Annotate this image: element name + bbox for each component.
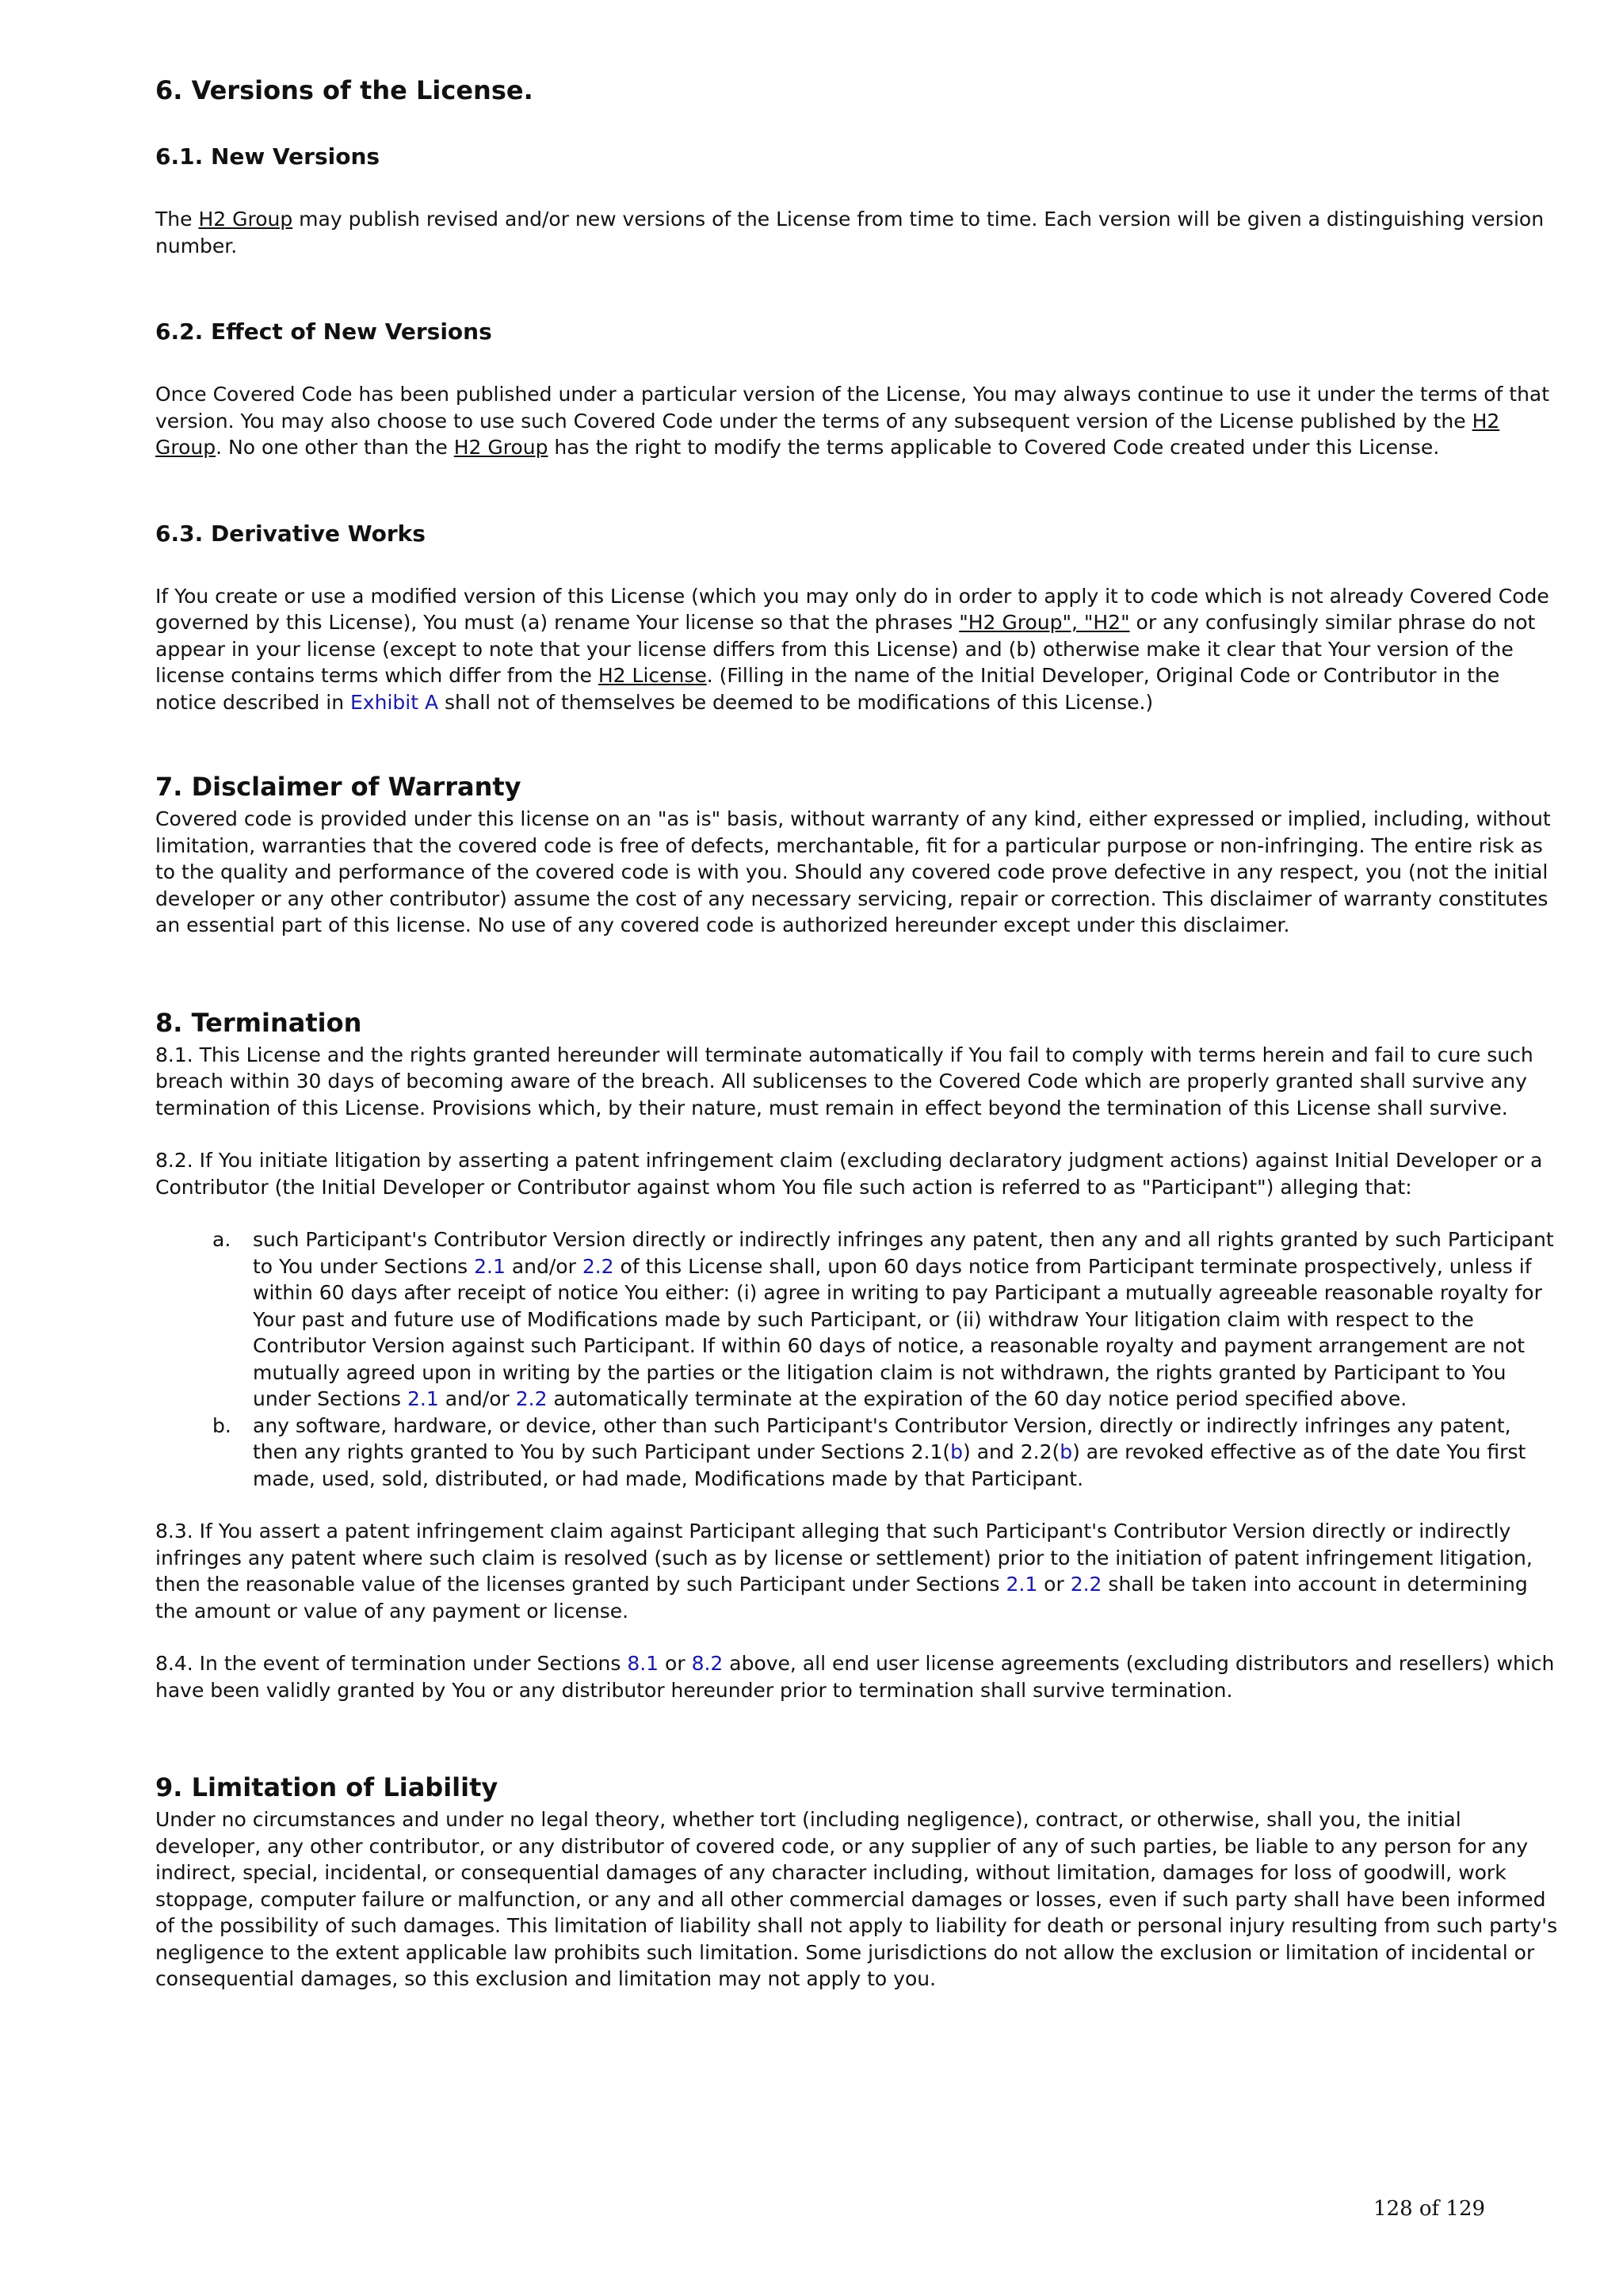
section-2-1-b-link[interactable]: b — [950, 1440, 964, 1463]
h2-license-link[interactable]: H2 License — [598, 664, 707, 687]
section-2-2-link[interactable]: 2.2 — [515, 1387, 548, 1410]
section-9-text: Under no circumstances and under no legal theory, whether tort (including negligence), contract, or otherwise, shall you, the initial developer, any other contributor, or any distributor of covered code, or any supplier of any of such parties, be liable to any person for any indirect, special, incidental, or consequential damages of any character including, without limitation, damages for loss of goodwill, work stoppage, computer failure or malfunction, or any and all other commercial damages or losses, even if such party shall have been informed of the possibility of such damages. This limitation of liability shall not apply to liability for death or personal injury resulting from such party's negligence to the extent applicable law prohibits such limitation. Some jurisdictions do not allow the exclusion or limitation of incidental or consequential damages, so this exclusion and limitation may not apply to you. — [155, 1808, 1558, 1990]
section-2-1-link[interactable]: 2.1 — [474, 1254, 506, 1278]
section-6-1-text: The H2 Group may publish revised and/or new versions of the License from time to time. Each version will be given a distinguishing version number. — [155, 208, 1545, 257]
section-7-text: Covered code is provided under this license on an "as is" basis, without warranty of any kind, either expressed or implied, including, without limitation, warranties that the covered code is free of defects, merchantable, fit for a particular purpose or non-infringing. The entire risk as to the quality and performance of the covered code is with you. Should any covered code prove defective in any respect, you (not the initial developer or any other contributor) assume the cost of any necessary servicing, repair or correction. This disclaimer of warranty constitutes an essential part of this license. No use of any covered code is authorized hereunder except under this disclaimer. — [155, 807, 1551, 936]
list-marker: a. — [212, 1228, 231, 1251]
section-9-heading: 9. Limitation of Liability — [155, 1772, 498, 1802]
section-6-2-text: Once Covered Code has been published under a particular version of the License, You may always continue to use it under the terms of that version. You may also choose to use such Covered Code under the terms of any subsequent version of the License published by the H2 Group. No one other than the H2 Group has the right to modify the terms applicable to Covered Code created under this License. — [155, 383, 1550, 459]
section-8-4-text: 8.4. In the event of termination under Sections 8.1 or 8.2 above, all end user license agreements (excluding distributors and resellers) which have been validly granted by You or any distributor hereunder prior to termination shall survive termination. — [155, 1652, 1555, 1702]
h2-group-link[interactable]: H2 Group — [453, 436, 548, 459]
section-2-2-b-link[interactable]: b — [1060, 1440, 1073, 1463]
h2-group-link[interactable]: H2 Group — [198, 208, 293, 231]
section-8-2-link[interactable]: 8.2 — [691, 1652, 724, 1675]
section-6-heading: 6. Versions of the License. — [155, 75, 533, 105]
h2-group-link[interactable]: H2 Group — [155, 409, 1500, 459]
section-8-1-text: 8.1. This License and the rights granted hereunder will terminate automatically if You fail to comply with terms herein and fail to cure such breach within 30 days of becoming aware of the breach. All sublicenses to the Covered Code which are properly granted shall survive any termination of this License. Provisions which, by their nature, must remain in effect beyond the termination of this License shall survive. — [155, 1043, 1533, 1119]
page-number: 128 of 129 — [1373, 2197, 1486, 2221]
section-8-3-text: 8.3. If You assert a patent infringement claim against Participant alleging that such Participant's Contributor Version directly or indirectly infringes any patent where such claim is resolved (such as by license or settlement) prior to the initiation of patent infringement litigation, then the reasonable value of the licenses granted by such Participant under Sections 2.1 or 2.2 shall be taken into account in determining the amount or value of any payment or license. — [155, 1520, 1533, 1623]
section-6-2-heading: 6.2. Effect of New Versions — [155, 318, 492, 345]
section-7-heading: 7. Disclaimer of Warranty — [155, 772, 521, 802]
list-item: b. any software, hardware, or device, other than such Participant's Contributor Version, directly or indirectly infringes any patent, then any rights granted to You by such Participant under Sections 2.1(b) and 2.2(b) are revoked effective as of the date You first made, used, sold, distributed, or had made, Modifications made by that Participant. — [212, 1413, 1526, 1490]
section-8-2-list — [155, 1226, 1558, 1492]
section-2-1-link[interactable]: 2.1 — [407, 1387, 439, 1410]
section-2-1-link[interactable]: 2.1 — [1006, 1573, 1038, 1596]
section-8-heading: 8. Termination — [155, 1007, 362, 1038]
section-6-3-heading: 6.3. Derivative Works — [155, 520, 426, 547]
section-6-3-text: If You create or use a modified version of this License (which you may only do in order to apply it to code which is not already Covered Code governed by this License), You must (a) rename Your license so that the phrases "H2 Group", "H2" or any confusingly similar phrase do not appear in your license (except to note that your license differs from this License) and (b) otherwise make it clear that Your version of the license contains terms which differ from the H2 License. (Filling in the name of the Initial Developer, Original Code or Contributor in the notice described in Exhibit A shall not of themselves be deemed to be modifications of this License.) — [155, 584, 1549, 714]
section-8-2-text: 8.2. If You initiate litigation by asserting a patent infringement claim (excluding declaratory judgment actions) against Initial Developer or a Contributor (the Initial Developer or Contributor against whom You file such action is referred to as "Participant") alleging that: — [155, 1149, 1543, 1199]
list-marker: b. — [212, 1413, 231, 1437]
document-page — [155, 48, 1558, 1993]
section-6-1-heading: 6.1. New Versions — [155, 143, 380, 170]
section-8-1-link[interactable]: 8.1 — [627, 1652, 659, 1675]
list-item: a. such Participant's Contributor Version directly or indirectly infringes any patent, then any and all rights granted by such Participant to You under Sections 2.1 and/or 2.2 of this License shall, upon 60 days notice from Participant terminate prospectively, unless if within 60 days after receipt of notice You either: (i) agree in writing to pay Participant a mutually agreeable reasonable royalty for Your past and future use of Modifications made by such Participant, or (ii) withdraw Your litigation claim with respect to the Contributor Version against such Participant. If within 60 days of notice, a reasonable royalty and payment arrangement are not mutually agreed upon in writing by the parties or the litigation claim is not withdrawn, the rights granted by Participant to You under Sections 2.1 and/or 2.2 automatically terminate at the expiration of the 60 day notice period specified above. — [212, 1228, 1554, 1410]
exhibit-a-link[interactable]: Exhibit A — [350, 690, 439, 714]
section-2-2-link[interactable]: 2.2 — [582, 1254, 614, 1278]
h2-phrases-link[interactable]: "H2 Group", "H2" — [959, 611, 1130, 634]
section-2-2-link[interactable]: 2.2 — [1070, 1573, 1102, 1596]
